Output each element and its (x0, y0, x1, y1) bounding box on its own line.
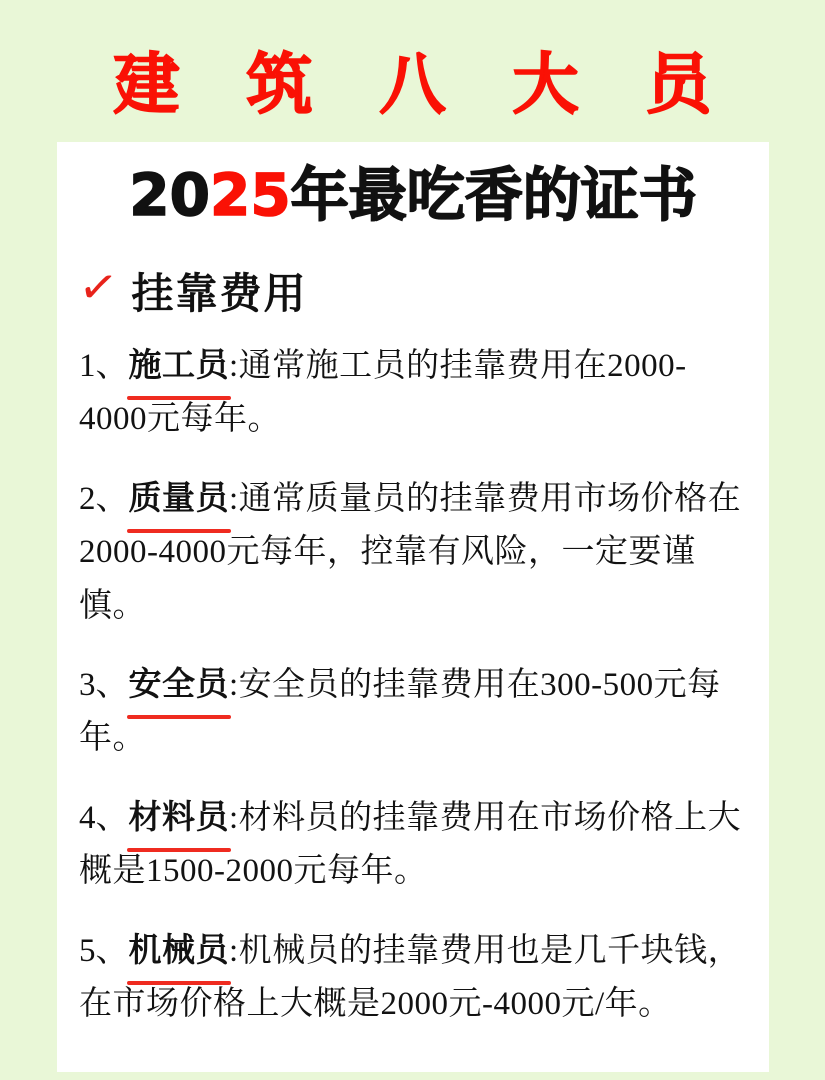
list-item (71, 460, 755, 646)
page-title (71, 160, 755, 231)
list-item (71, 779, 755, 912)
list-item (71, 912, 755, 1045)
page-title-part1: 20 (129, 161, 210, 229)
content-card (57, 142, 769, 1072)
list-item-role: 施工员 (129, 340, 230, 393)
list-item-number: 5、 (79, 932, 129, 969)
check-icon: ✓ (75, 257, 122, 317)
list-item-text: :材料员的挂靠费用在市场价格上大概是1500-2000元每年。 (79, 799, 742, 890)
list-item-number: 1、 (79, 347, 129, 384)
list-item-number: 3、 (79, 667, 129, 704)
page-title-accent: 25 (209, 161, 291, 229)
list-item (71, 327, 755, 460)
list-item-number: 4、 (79, 799, 129, 836)
list-item (71, 646, 755, 779)
list-item-text: :通常质量员的挂靠费用市场价格在2000-4000元每年，控靠有风险，一定要谨慎。 (79, 480, 742, 624)
list-item-text: :机械员的挂靠费用也是几千块钱，在市场价格上大概是2000元-4000元/年。 (79, 932, 742, 1023)
list-item-text: :通常施工员的挂靠费用在2000-4000元每年。 (79, 347, 687, 438)
list-item-role: 安全员 (129, 659, 230, 712)
list-item-number: 2、 (79, 480, 129, 517)
section-title: 挂靠费用 (131, 268, 308, 318)
section-header (71, 237, 755, 327)
list-item-role: 材料员 (129, 792, 230, 845)
list-item-role: 机械员 (129, 925, 230, 978)
page-title-part2: 年最吃香的证书 (290, 161, 697, 229)
page-headline: 建 筑 八 大 员 (113, 46, 734, 123)
list-item-role: 质量员 (129, 473, 230, 526)
list-item-text: :安全员的挂靠费用在300-500元每年。 (79, 667, 721, 757)
